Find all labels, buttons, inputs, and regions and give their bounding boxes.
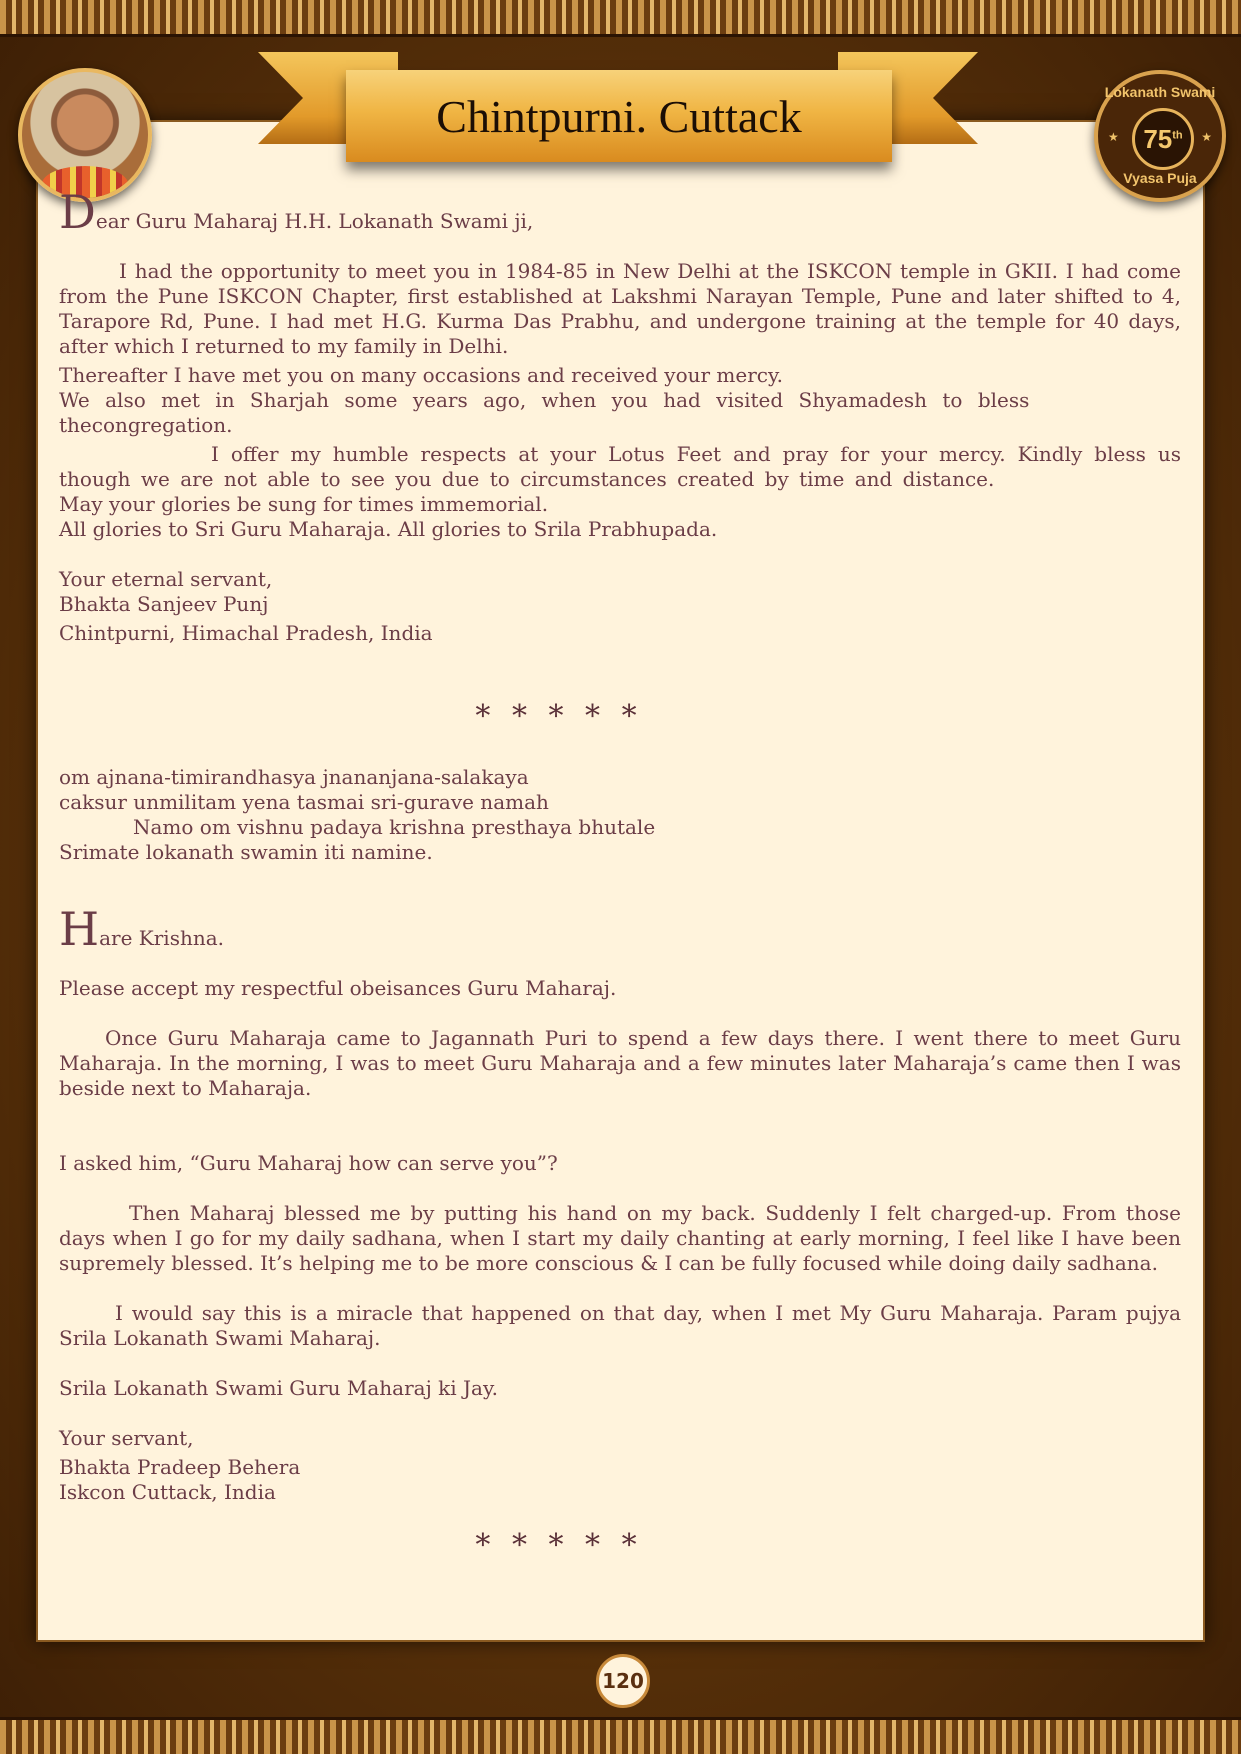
- badge-medal: [1132, 108, 1194, 170]
- letter1-line: Thereafter I have met you on many occasions and received your mercy.: [59, 363, 783, 387]
- letter2-salutation: Hare Krishna.: [59, 902, 225, 956]
- star-icon: ★: [1108, 130, 1119, 144]
- letter1-line: All glories to Sri Guru Maharaja. All glories to Srila Prabhupada.: [59, 517, 718, 541]
- page-number: 120: [596, 1654, 650, 1708]
- title-ribbon: [346, 70, 892, 162]
- guru-portrait-avatar: [18, 68, 152, 202]
- dropcap: D: [59, 185, 96, 239]
- letter2-line: Please accept my respectful obeisances Guru Maharaj.: [59, 976, 617, 1000]
- letter1-paragraph: I offer my humble respects at your Lotus Feet and pray for your mercy. Kindly bless us though we are not able to see you due to circumstances created by time and distance.: [59, 442, 1181, 491]
- letter1-place: Chintpurni, Himachal Pradesh, India: [59, 621, 433, 645]
- page-title: Chintpurni. Cuttack: [436, 90, 802, 142]
- mantra-line: Srimate lokanath swamin iti namine.: [59, 840, 433, 864]
- star-icon: ★: [1201, 130, 1212, 144]
- letter2-closing: Your servant,: [59, 1426, 194, 1450]
- letter2-place: Iskcon Cuttack, India: [59, 1480, 276, 1504]
- letter2-line: I asked him, “Guru Maharaj how can serve you”?: [59, 1151, 558, 1175]
- mantra-line: om ajnana-timirandhasya jnananjana-salakaya: [59, 765, 529, 789]
- letter1-line: May your glories be sung for times immemorial.: [59, 492, 549, 516]
- badge-top-text: Lokanath Swami: [1104, 84, 1216, 100]
- letter1-salutation: Dear Guru Maharaj H.H. Lokanath Swami ji,: [59, 185, 534, 239]
- letter2-line: Srila Lokanath Swami Guru Maharaj ki Jay.: [59, 1376, 498, 1400]
- letter2-signature: Bhakta Pradeep Behera: [59, 1455, 301, 1479]
- letter1-paragraph: I had the opportunity to meet you in 1984-85 in New Delhi at the ISKCON temple in GKII. I had come from the Pune ISKCON Chapter, first established at Lakshmi Narayan Temple, Pune and later shifted to 4, Tarapore Rd, Pune. I had met H.G. Kurma Das Prabhu, and undergone training at the temple for 40 days, after which I returned to my family in Delhi.: [59, 259, 1181, 358]
- top-border: [0, 0, 1241, 37]
- section-divider: * * * * *: [475, 1528, 643, 1563]
- letter1-closing: Your eternal servant,: [59, 567, 273, 591]
- letter2-paragraph: Once Guru Maharaja came to Jagannath Puri to spend a few days there. I went there to meet Guru Maharaja. In the morning, I was to meet Guru Maharaja and a few minutes later Maharaja’s came then I was beside next to Maharaja.: [59, 1026, 1181, 1100]
- dropcap: H: [59, 902, 100, 956]
- letter2-paragraph: I would say this is a miracle that happened on that day, when I met My Guru Maharaja. Param pujya Srila Lokanath Swami Maharaj.: [59, 1301, 1181, 1350]
- bottom-border: [0, 1717, 1241, 1754]
- mantra-line: caksur unmilitam yena tasmai sri-gurave namah: [59, 790, 549, 814]
- badge-number: 75th: [1143, 123, 1183, 154]
- badge-bottom-text: Vyasa Puja: [1123, 170, 1197, 186]
- section-divider: * * * * *: [475, 699, 643, 734]
- letter1-line: We also met in Sharjah some years ago, when you had visited Shyamadesh to bless thecongregation.: [59, 388, 1030, 437]
- anniversary-badge: [1094, 70, 1226, 202]
- letter1-signature: Bhakta Sanjeev Punj: [59, 592, 269, 616]
- letter2-paragraph: Then Maharaj blessed me by putting his hand on my back. Suddenly I felt charged-up. From those days when I go for my daily sadhana, when I start my daily chanting at early morning, I feel like I have been supremely blessed. It’s helping me to be more conscious & I can be fully focused while doing daily sadhana.: [59, 1201, 1181, 1275]
- letters-content: [59, 185, 1181, 1563]
- mantra-line: Namo om vishnu padaya krishna presthaya bhutale: [133, 815, 656, 839]
